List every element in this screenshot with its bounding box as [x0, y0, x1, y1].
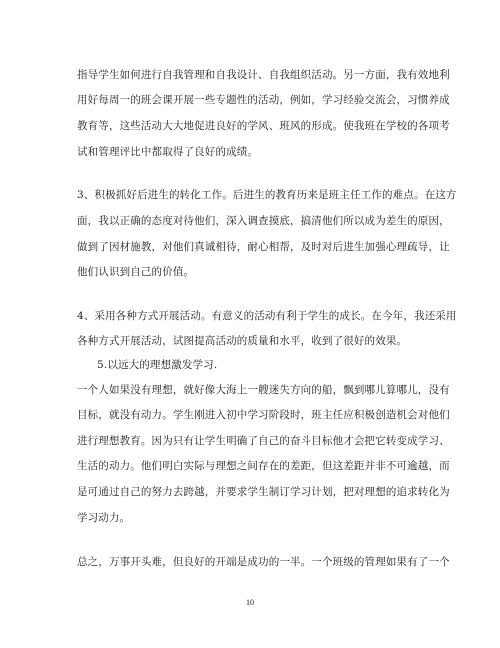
paragraph-2-line-1: 3、积极抓好后进生的转化工作。后进生的教育历来是班主任工作的难点。在这方 — [77, 189, 457, 201]
paragraph-2-line-4: 他们认识到自己的价值。 — [77, 266, 195, 278]
paragraph-4-line-4: 生活的动力。他们明白实际与理想之间存在的差距，但这差距并非不可逾越，而 — [77, 460, 450, 472]
paragraph-4-line-6: 学习动力。 — [77, 512, 131, 524]
paragraph-4-line-1: 一个人如果没有理想，就好像大海上一艘迷失方向的船，飘到哪儿算哪儿，没有 — [77, 384, 450, 396]
paragraph-3-line-1: 4、采用各种方式开展活动。有意义的活动有利于学生的成长。在今年，我还采用 — [77, 310, 457, 322]
paragraph-2-line-3: 做到了因材施教，对他们真诚相待，耐心相帮，及时对后进生加强心理疏导，让 — [77, 241, 450, 253]
paragraph-1-line-2: 用好每周一的班会课开展一些专题性的活动，例如，学习经验交流会，习惯养成 — [77, 94, 450, 106]
paragraph-3-line-2: 各种方式开展活动，试图提高活动的质量和水平，收到了很好的效果。 — [77, 335, 408, 347]
paragraph-4-line-5: 是可通过自己的努力去跨越，并要求学生制订学习计划，把对理想的追求转化为 — [77, 486, 450, 498]
paragraph-2-line-2: 面，我以正确的态度对待他们，深入调查摸底，搞清他们所以成为差生的原因， — [77, 215, 450, 227]
paragraph-4-line-2: 目标，就没有动力。学生刚进入初中学习阶段时，班主任应积极创造机会对他们 — [77, 409, 450, 421]
paragraph-1-line-1: 指导学生如何进行自我管理和自我设计、自我组织活动。另一方面，我有效地利 — [77, 69, 450, 81]
paragraph-5-line-1: 总之，万事开头难，但良好的开端是成功的一半。一个班级的管理如果有了一个 — [77, 556, 450, 568]
paragraph-1-line-3: 教育等，这些活动大大地促进良好的学风、班风的形成。使我班在学校的各项考 — [77, 120, 450, 132]
section-heading-5: 5.以远大的理想激发学习. — [97, 359, 218, 371]
paragraph-4-line-3: 进行理想教育。因为只有让学生明确了自己的奋斗目标他才会把它转变成学习、 — [77, 435, 450, 447]
paragraph-1-line-4: 试和管理评比中都取得了良好的成绩。 — [77, 146, 259, 158]
page-number: 10 — [246, 598, 254, 607]
